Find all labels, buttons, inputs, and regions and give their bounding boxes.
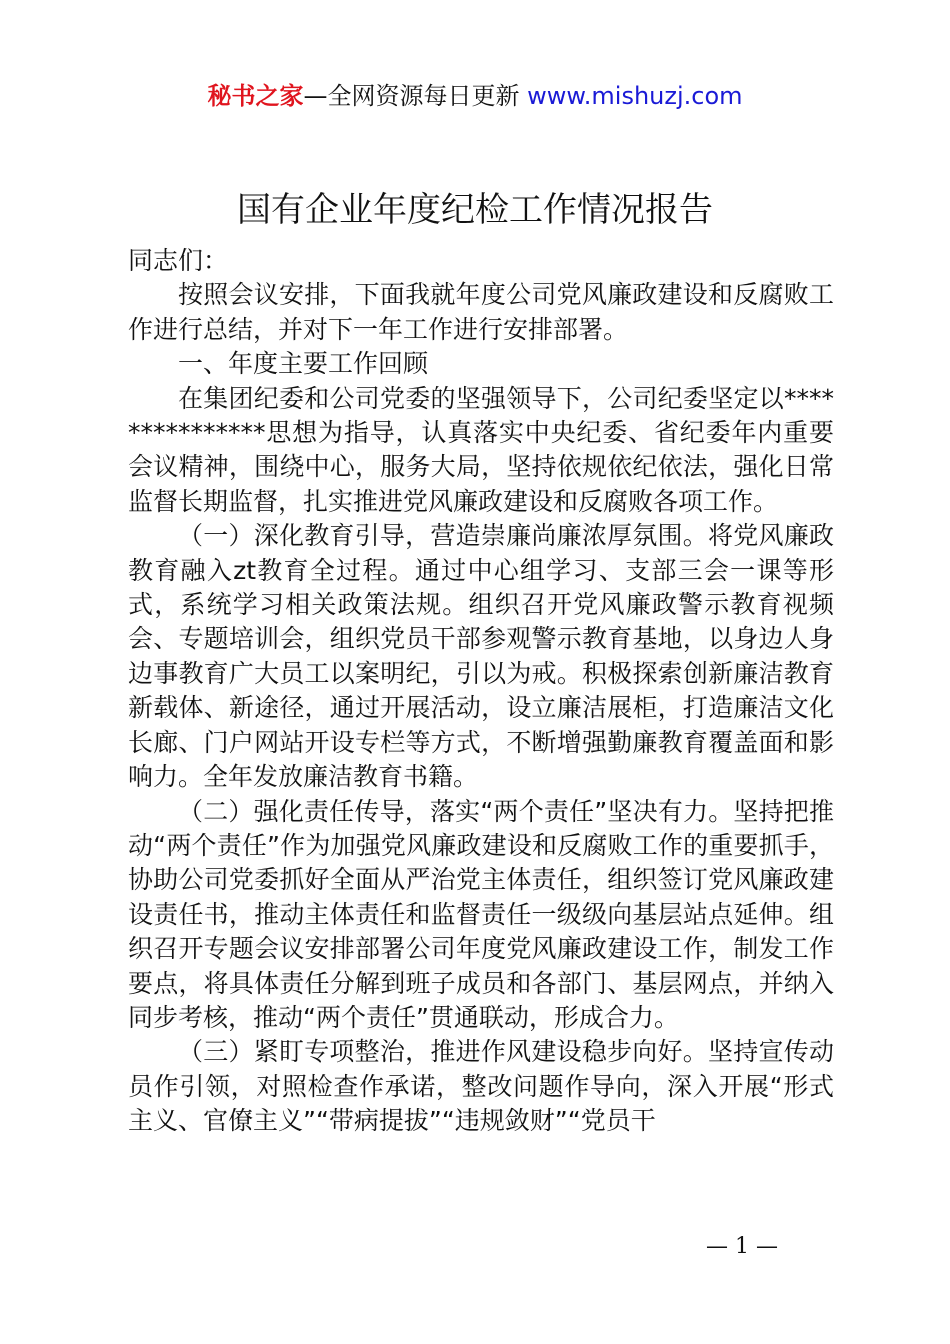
document-body [128, 244, 834, 1139]
site-tagline: —全网资源每日更新 [303, 82, 528, 110]
paragraph-intro: 按照会议安排，下面我就年度公司党风廉政建设和反腐败工作进行总结，并对下一年工作进行安排部署。 [128, 280, 834, 344]
page-number: — 1 — [706, 1234, 778, 1259]
salutation: 同志们： [128, 246, 229, 275]
paragraph-overview: 在集团纪委和公司党委的坚强领导下，公司纪委坚定以***************思想为指导，认真落实中央纪委、省纪委年内重要会议精神，围绕中心，服务大局，坚持依规依纪依法，强化日常监督长期监督，扎实推进党风廉政建设和反腐败各项工作。 [128, 383, 834, 516]
site-url-link[interactable]: www.mishuzj.com [527, 82, 743, 110]
site-brand: 秘书之家 [207, 82, 304, 110]
section-heading: 一、年度主要工作回顾 [178, 349, 429, 379]
paragraph-item-2: （二）强化责任传导，落实“两个责任”坚决有力。坚持把推动“两个责任”作为加强党风廉政建设和反腐败工作的重要抓手，协助公司党委抓好全面从严治党主体责任，组织签订党风廉政建设责任书，推动主体责任和监督责任一级级向基层站点延伸。组织召开专题会议安排部署公司年度党风廉政建设工作，制发工作要点，将具体责任分解到班子成员和各部门、基层网点，并纳入同步考核，推动“两个责任”贯通联动，形成合力。 [128, 796, 834, 1032]
document-title: 国有企业年度纪检工作情况报告 [237, 190, 713, 230]
site-banner [0, 80, 950, 112]
paragraph-item-1: （一）深化教育引导，营造崇廉尚廉浓厚氛围。将党风廉政教育融入zt教育全过程。通过中心组学习、支部三会一课等形式，系统学习相关政策法规。组织召开党风廉政警示教育视频会、专题培训会，组织党员干部参观警示教育基地，以身边人身边事教育广大员工以案明纪，引以为戒。积极探索创新廉洁教育新载体、新途径，通过开展活动，设立廉洁展柜，打造廉洁文化长廊、门户网站开设专栏等方式，不断增强勤廉教育覆盖面和影响力。全年发放廉洁教育书籍。 [128, 521, 834, 792]
paragraph-item-3: （三）紧盯专项整治，推进作风建设稳步向好。坚持宣传动员作引领，对照检查作承诺，整改问题作导向，深入开展“形式主义、官僚主义”“带病提拔”“违规敛财”“党员干 [128, 1037, 834, 1136]
